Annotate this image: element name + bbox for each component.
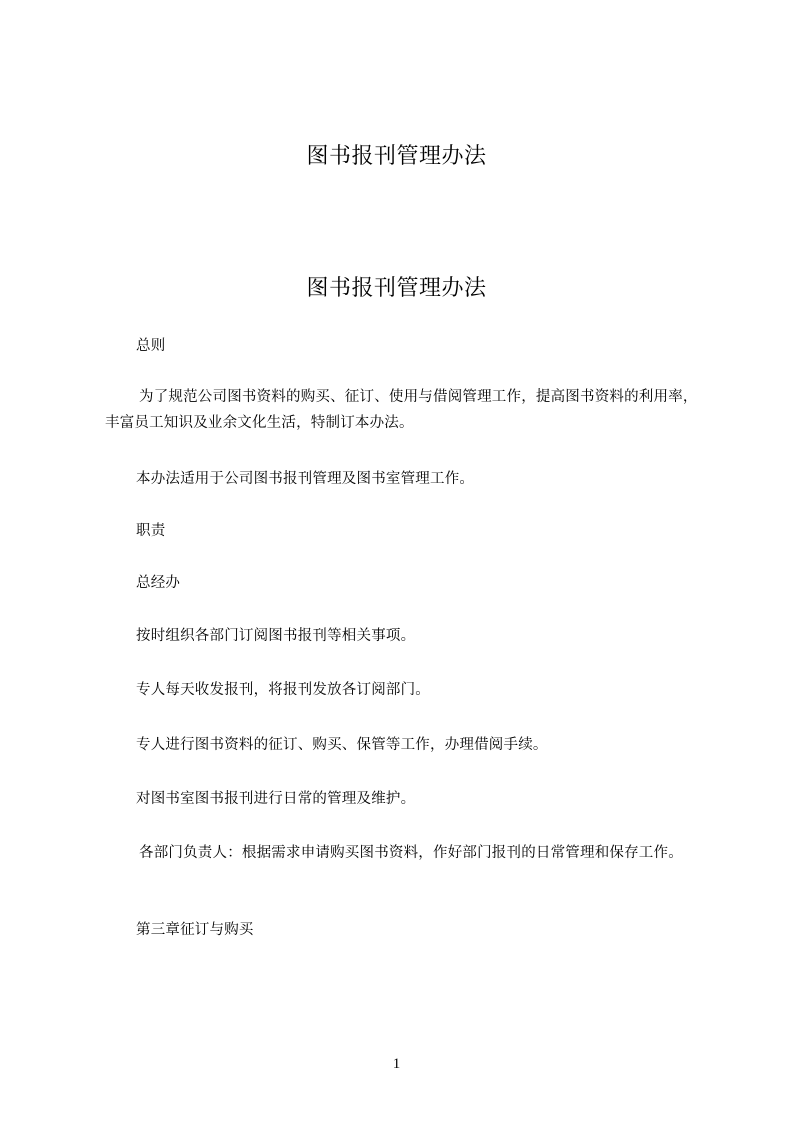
chapter-heading-3: 第三章征订与购买 [136, 922, 254, 938]
paragraph-dept-heads: 各部门负责人：根据需求申请购买图书资料，作好部门报刊的日常管理和保存工作。 [139, 845, 683, 861]
paragraph-gm-item-2: 专人每天收发报刊，将报刊发放各订阅部门。 [136, 682, 430, 698]
section-heading-general: 总则 [136, 338, 166, 354]
paragraph-gm-item-3: 专人进行图书资料的征订、购买、保管等工作，办理借阅手续。 [136, 737, 548, 753]
subheading-gm-office: 总经办 [136, 575, 181, 591]
section-heading-duties: 职责 [136, 523, 166, 539]
paragraph-gm-item-4: 对图书室图书报刊进行日常的管理及维护。 [136, 791, 416, 807]
paragraph-purpose: 为了规范公司图书资料的购买、征订、使用与借阅管理工作，提高图书资料的利用率，丰富员工知识及业余文化生活，特制订本办法。 [105, 389, 698, 431]
paragraph-gm-item-1: 按时组织各部门订阅图书报刊等相关事项。 [136, 628, 416, 644]
cover-title: 图书报刊管理办法 [306, 144, 487, 169]
paragraph-scope: 本办法适用于公司图书报刊管理及图书室管理工作。 [136, 471, 475, 487]
page-number: 1 [392, 1056, 401, 1072]
document-title: 图书报刊管理办法 [306, 276, 487, 301]
